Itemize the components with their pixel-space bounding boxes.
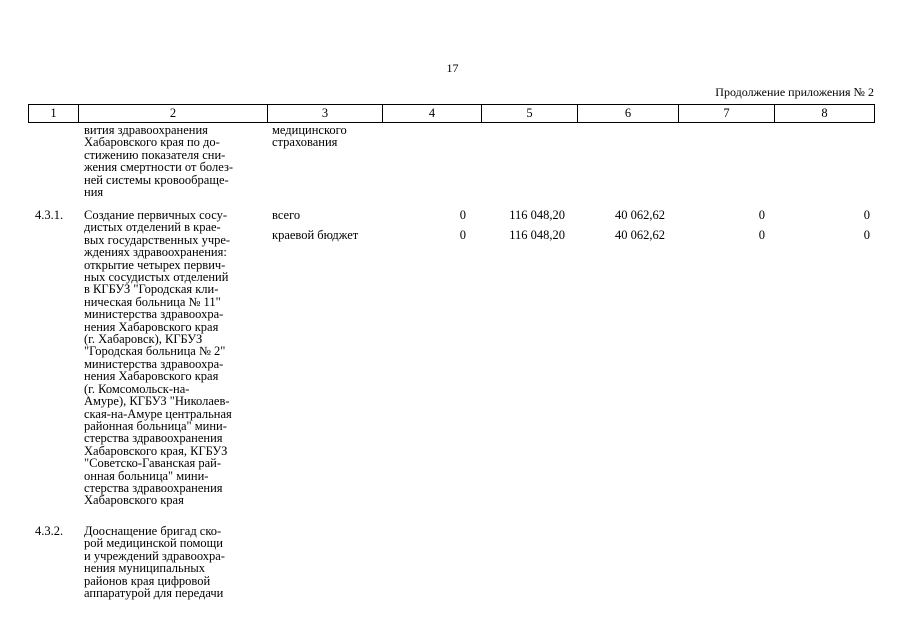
- header-col-7: 7: [679, 105, 775, 122]
- row-description: Создание первичных сосу- дистых отделений в крае- вых государственных учре- ждениях здравоохранения: открытие четырех первич- ных сосудистых отделений в КГБУЗ "Городская кли- ническая больница № 11" министерства здравоохра- нения Хабаровского края (г. Хабаровск), КГБУЗ "Городская больница № 2" министерства здравоохра- нения Хабаровского края (г. Комсомольск-на- Амуре), КГБУЗ "Николаев- ская-на-Амуре центральная районная больница" мини- стерства здравоохранения Хабаровского края, КГБУЗ "Советско-Гаванская рай- онная больница" мини- стерства здравоохранения Хабаровского края: [84, 208, 232, 508]
- page-number: 17: [446, 61, 459, 75]
- cell-col5: 116 048,20: [509, 208, 565, 222]
- header-col-5: 5: [482, 105, 578, 122]
- row-number: 4.3.1.: [35, 208, 64, 222]
- header-col-8: 8: [821, 106, 828, 120]
- cell-col7: 0: [758, 228, 765, 242]
- cell-col6: 40 062,62: [615, 228, 665, 242]
- header-col-1: 1: [29, 105, 79, 122]
- row-number: 4.3.2.: [35, 524, 64, 538]
- funding-source: всего: [272, 208, 301, 222]
- cell-col4: 0: [459, 228, 466, 242]
- cell-col6: 40 062,62: [615, 208, 665, 222]
- header-col-3: 3: [268, 105, 383, 122]
- header-col-6: 6: [578, 105, 679, 122]
- cell-col7: 0: [758, 208, 765, 222]
- cell-col8: 0: [863, 208, 870, 222]
- row-description: Дооснащение бригад ско- рой медицинской помощи и учреждений здравоохра- нения муниципальных районов края цифровой аппаратурой для передачи: [84, 524, 225, 601]
- cell-col4: 0: [459, 208, 466, 222]
- fragment-description: вития здравоохранения Хабаровского края по до- стижению показателя сни- жения смертности от болез- ней системы кровообраще- ния: [84, 123, 234, 200]
- funding-source: краевой бюджет: [272, 228, 359, 242]
- cell-col8: 0: [863, 228, 870, 242]
- header-col-2: 2: [79, 105, 268, 122]
- table-header-row: [28, 104, 875, 123]
- continuation-label: Продолжение приложения № 2: [715, 85, 874, 99]
- header-col-4: 4: [383, 105, 482, 122]
- fragment-funding-source: медицинского страхования: [272, 123, 347, 150]
- cell-col5: 116 048,20: [509, 228, 565, 242]
